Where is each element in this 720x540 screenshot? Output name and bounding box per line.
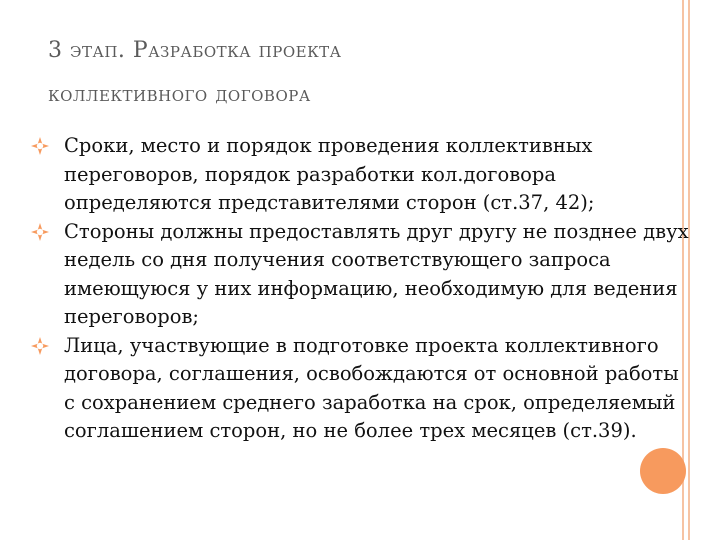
diamond-star-icon xyxy=(30,136,50,156)
bullet-item xyxy=(30,332,690,446)
diamond-star-icon xyxy=(30,336,50,356)
slide-title xyxy=(48,36,648,110)
title-line-2: коллективного договора xyxy=(48,82,311,107)
decorative-circle xyxy=(640,448,686,494)
title-line-1: 3 этап. Разработка проекта xyxy=(48,38,342,63)
bullet-item xyxy=(30,132,690,218)
bullet-text: Сроки, место и порядок проведения коллективных переговоров, порядок разработки кол.договора определяются представителями сторон (ст.37, 42); xyxy=(64,134,595,214)
bullet-text: Стороны должны предоставлять друг другу не позднее двух недель со дня получения соответствующего запроса имеющуюся у них информацию, необходимую для ведения переговоров; xyxy=(64,219,689,328)
bullet-text: Лица, участвующие в подготовке проекта коллективного договора, соглашения, освобождаются от основной работы с сохранением среднего заработка на срок, определяемый соглашением сторон, но не более трех месяцев (ст.39). xyxy=(64,333,679,442)
diamond-star-icon xyxy=(30,222,50,242)
bullet-list xyxy=(30,132,690,446)
bullet-item xyxy=(30,218,690,332)
